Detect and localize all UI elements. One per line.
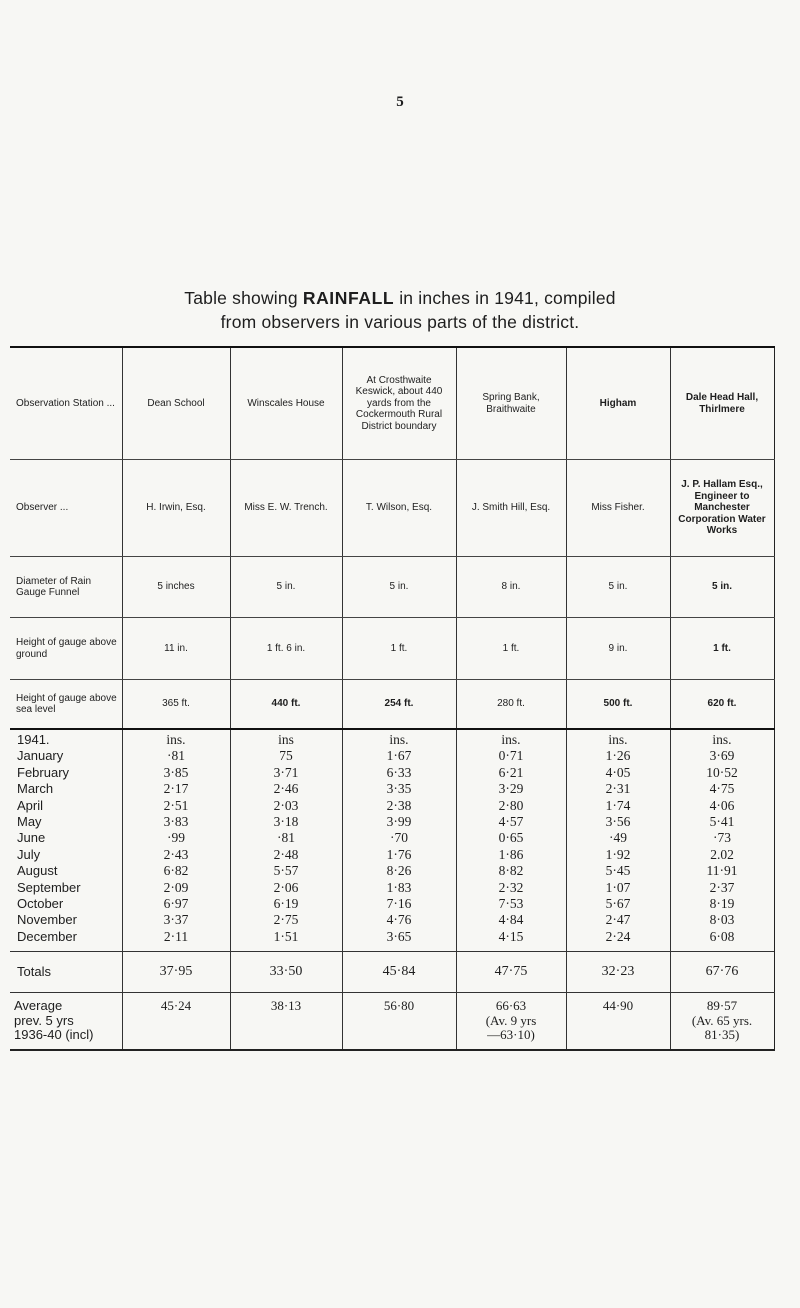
rainfall-winscales: 2·46 <box>230 781 342 797</box>
gauge-height-spring-bank: 1 ft. <box>456 618 566 680</box>
rainfall-spring-bank: 1·86 <box>456 847 566 863</box>
average-spring-bank-line: —63·10) <box>487 1027 535 1043</box>
month-row <box>10 748 774 764</box>
rainfall-crosthwaite: 2·38 <box>342 798 456 814</box>
title-prefix: Table showing <box>184 288 298 308</box>
rainfall-dale-head: 10·52 <box>670 765 774 781</box>
rainfall-spring-bank: 8·82 <box>456 863 566 879</box>
total-dale-head: 67·76 <box>670 952 774 993</box>
rainfall-dale-head: ·73 <box>670 830 774 846</box>
observer-dean: H. Irwin, Esq. <box>122 460 230 557</box>
average-winscales: 38·13 <box>230 993 342 1051</box>
month-row <box>10 929 774 952</box>
unit-crosthwaite: ins. <box>342 729 456 748</box>
diameter-crosthwaite: 5 in. <box>342 557 456 618</box>
rainfall-spring-bank: 4·57 <box>456 814 566 830</box>
rainfall-winscales: 6·19 <box>230 896 342 912</box>
observer-spring-bank: J. Smith Hill, Esq. <box>456 460 566 557</box>
month-name: November <box>10 912 122 928</box>
rainfall-higham: 1·92 <box>566 847 670 863</box>
diameter-higham: 5 in. <box>566 557 670 618</box>
rainfall-dean: 3·37 <box>122 912 230 928</box>
rainfall-dale-head: 5·41 <box>670 814 774 830</box>
month-name: January <box>10 748 122 764</box>
average-higham: 44·90 <box>566 993 670 1051</box>
diameter-dale-head: 5 in. <box>670 557 774 618</box>
sea-level-label: Height of gauge above sea level <box>10 680 122 730</box>
rainfall-dale-head: 4·06 <box>670 798 774 814</box>
rainfall-dean: 6·97 <box>122 896 230 912</box>
total-higham: 32·23 <box>566 952 670 993</box>
rainfall-crosthwaite: 6·33 <box>342 765 456 781</box>
rainfall-higham: 1·26 <box>566 748 670 764</box>
station-dean: Dean School <box>122 347 230 460</box>
rainfall-winscales: 3·71 <box>230 765 342 781</box>
rainfall-crosthwaite: 1·67 <box>342 748 456 764</box>
average-label <box>10 993 122 1051</box>
rainfall-winscales: ·81 <box>230 830 342 846</box>
unit-dale-head: ins. <box>670 729 774 748</box>
rainfall-dale-head: 3·69 <box>670 748 774 764</box>
average-label-line: 1936-40 (incl) <box>14 1027 94 1043</box>
gauge-height-higham: 9 in. <box>566 618 670 680</box>
month-row <box>10 896 774 912</box>
rainfall-spring-bank: 3·29 <box>456 781 566 797</box>
average-row <box>10 993 774 1051</box>
sea-level-spring-bank: 280 ft. <box>456 680 566 730</box>
station-spring-bank: Spring Bank, Braithwaite <box>456 347 566 460</box>
rainfall-higham: 3·56 <box>566 814 670 830</box>
rainfall-winscales: 3·18 <box>230 814 342 830</box>
average-label-line: Average <box>14 998 63 1014</box>
page-number: 5 <box>396 94 404 110</box>
month-name: August <box>10 863 122 879</box>
rainfall-higham: 5·67 <box>566 896 670 912</box>
average-label-line: prev. 5 yrs <box>14 1012 74 1028</box>
diameter-label: Diameter of Rain Gauge Funnel <box>10 557 122 618</box>
station-dale-head: Dale Head Hall, Thirlmere <box>670 347 774 460</box>
rainfall-dean: ·81 <box>122 748 230 764</box>
title-suffix: in inches in 1941, compiled <box>399 288 616 308</box>
total-spring-bank: 47·75 <box>456 952 566 993</box>
rainfall-dean: 2·17 <box>122 781 230 797</box>
title-line-1 <box>0 286 800 310</box>
month-row <box>10 847 774 863</box>
rainfall-dale-head: 8·03 <box>670 912 774 928</box>
month-row <box>10 781 774 797</box>
year-label: 1941. <box>10 729 122 748</box>
average-dale-head-line: (Av. 65 yrs. <box>691 1012 753 1028</box>
sea-level-dean: 365 ft. <box>122 680 230 730</box>
title-line-2: from observers in various parts of the district. <box>220 312 580 332</box>
month-name: June <box>10 830 122 846</box>
rainfall-dale-head: 2.02 <box>670 847 774 863</box>
unit-winscales: ins <box>230 729 342 748</box>
rainfall-dean: 2·11 <box>122 929 230 952</box>
monthly-data <box>10 729 774 952</box>
diameter-spring-bank: 8 in. <box>456 557 566 618</box>
month-name: February <box>10 765 122 781</box>
units-row <box>10 729 774 748</box>
sea-level-dale-head: 620 ft. <box>670 680 774 730</box>
observer-winscales: Miss E. W. Trench. <box>230 460 342 557</box>
rainfall-spring-bank: 7·53 <box>456 896 566 912</box>
month-row <box>10 798 774 814</box>
rainfall-spring-bank: 0·65 <box>456 830 566 846</box>
rainfall-crosthwaite: 7·16 <box>342 896 456 912</box>
average-dale-head-line: 81·35) <box>704 1027 740 1043</box>
station-crosthwaite: At Crosthwaite Keswick, about 440 yards from the Cockermouth Rural District boundary <box>342 347 456 460</box>
station-higham: Higham <box>566 347 670 460</box>
rainfall-winscales: 2·75 <box>230 912 342 928</box>
rainfall-winscales: 2·48 <box>230 847 342 863</box>
rainfall-higham: 4·05 <box>566 765 670 781</box>
rainfall-winscales: 1·51 <box>230 929 342 952</box>
sea-level-higham: 500 ft. <box>566 680 670 730</box>
month-name: October <box>10 896 122 912</box>
total-winscales: 33·50 <box>230 952 342 993</box>
rainfall-higham: 1·07 <box>566 880 670 896</box>
diameter-winscales: 5 in. <box>230 557 342 618</box>
rainfall-spring-bank: 6·21 <box>456 765 566 781</box>
observer-crosthwaite: T. Wilson, Esq. <box>342 460 456 557</box>
rainfall-winscales: 5·57 <box>230 863 342 879</box>
month-row <box>10 830 774 846</box>
month-name: December <box>10 929 122 952</box>
sea-level-crosthwaite: 254 ft. <box>342 680 456 730</box>
observer-higham: Miss Fisher. <box>566 460 670 557</box>
average-dale-head-line: 89·57 <box>706 998 738 1014</box>
table-title <box>0 286 800 334</box>
rainfall-dean: ·99 <box>122 830 230 846</box>
rainfall-crosthwaite: 3·35 <box>342 781 456 797</box>
rainfall-higham: 2·24 <box>566 929 670 952</box>
rainfall-spring-bank: 2·80 <box>456 798 566 814</box>
average-spring-bank <box>456 993 566 1051</box>
rainfall-crosthwaite: 3·99 <box>342 814 456 830</box>
average-dean: 45·24 <box>122 993 230 1051</box>
rainfall-spring-bank: 2·32 <box>456 880 566 896</box>
rainfall-dean: 2·09 <box>122 880 230 896</box>
month-row <box>10 912 774 928</box>
month-name: May <box>10 814 122 830</box>
rainfall-dale-head: 2·37 <box>670 880 774 896</box>
gauge-height-dale-head: 1 ft. <box>670 618 774 680</box>
rainfall-dale-head: 6·08 <box>670 929 774 952</box>
unit-dean: ins. <box>122 729 230 748</box>
unit-higham: ins. <box>566 729 670 748</box>
average-spring-bank-line: (Av. 9 yrs <box>485 1012 537 1028</box>
total-crosthwaite: 45·84 <box>342 952 456 993</box>
sea-level-winscales: 440 ft. <box>230 680 342 730</box>
rainfall-crosthwaite: 1·76 <box>342 847 456 863</box>
sea-level-row <box>10 680 774 730</box>
title-rainfall: RAINFALL <box>302 288 395 308</box>
month-row <box>10 765 774 781</box>
totals-row <box>10 952 774 993</box>
average-crosthwaite: 56·80 <box>342 993 456 1051</box>
gauge-height-row <box>10 618 774 680</box>
rainfall-crosthwaite: 1·83 <box>342 880 456 896</box>
rainfall-table <box>10 346 775 1051</box>
station-row <box>10 347 774 460</box>
rainfall-dale-head: 8·19 <box>670 896 774 912</box>
rainfall-winscales: 2·06 <box>230 880 342 896</box>
rainfall-dean: 2·51 <box>122 798 230 814</box>
rainfall-dale-head: 4·75 <box>670 781 774 797</box>
rainfall-spring-bank: 4·15 <box>456 929 566 952</box>
unit-spring-bank: ins. <box>456 729 566 748</box>
station-winscales: Winscales House <box>230 347 342 460</box>
totals-label: Totals <box>10 952 122 993</box>
month-row <box>10 863 774 879</box>
rainfall-spring-bank: 4·84 <box>456 912 566 928</box>
observer-row <box>10 460 774 557</box>
observer-label: Observer ... <box>10 460 122 557</box>
month-name: April <box>10 798 122 814</box>
diameter-row <box>10 557 774 618</box>
gauge-height-dean: 11 in. <box>122 618 230 680</box>
rainfall-higham: 2·31 <box>566 781 670 797</box>
rainfall-dean: 3·83 <box>122 814 230 830</box>
month-name: September <box>10 880 122 896</box>
rainfall-winscales: 75 <box>230 748 342 764</box>
month-row <box>10 814 774 830</box>
month-row <box>10 880 774 896</box>
average-dale-head <box>670 993 774 1051</box>
rainfall-dean: 6·82 <box>122 863 230 879</box>
gauge-height-crosthwaite: 1 ft. <box>342 618 456 680</box>
month-name: July <box>10 847 122 863</box>
gauge-height-label: Height of gauge above ground <box>10 618 122 680</box>
rainfall-higham: 5·45 <box>566 863 670 879</box>
station-label: Observation Station ... <box>10 347 122 460</box>
rainfall-spring-bank: 0·71 <box>456 748 566 764</box>
total-dean: 37·95 <box>122 952 230 993</box>
rainfall-dean: 2·43 <box>122 847 230 863</box>
rainfall-crosthwaite: 4·76 <box>342 912 456 928</box>
rainfall-crosthwaite: ·70 <box>342 830 456 846</box>
diameter-dean: 5 inches <box>122 557 230 618</box>
rainfall-higham: ·49 <box>566 830 670 846</box>
gauge-height-winscales: 1 ft. 6 in. <box>230 618 342 680</box>
rainfall-crosthwaite: 3·65 <box>342 929 456 952</box>
rainfall-higham: 2·47 <box>566 912 670 928</box>
rainfall-dale-head: 11·91 <box>670 863 774 879</box>
rainfall-higham: 1·74 <box>566 798 670 814</box>
month-name: March <box>10 781 122 797</box>
observer-dale-head: J. P. Hallam Esq., Engineer to Manchester Corporation Water Works <box>670 460 774 557</box>
rainfall-crosthwaite: 8·26 <box>342 863 456 879</box>
average-spring-bank-line: 66·63 <box>495 998 527 1014</box>
rainfall-winscales: 2·03 <box>230 798 342 814</box>
rainfall-dean: 3·85 <box>122 765 230 781</box>
